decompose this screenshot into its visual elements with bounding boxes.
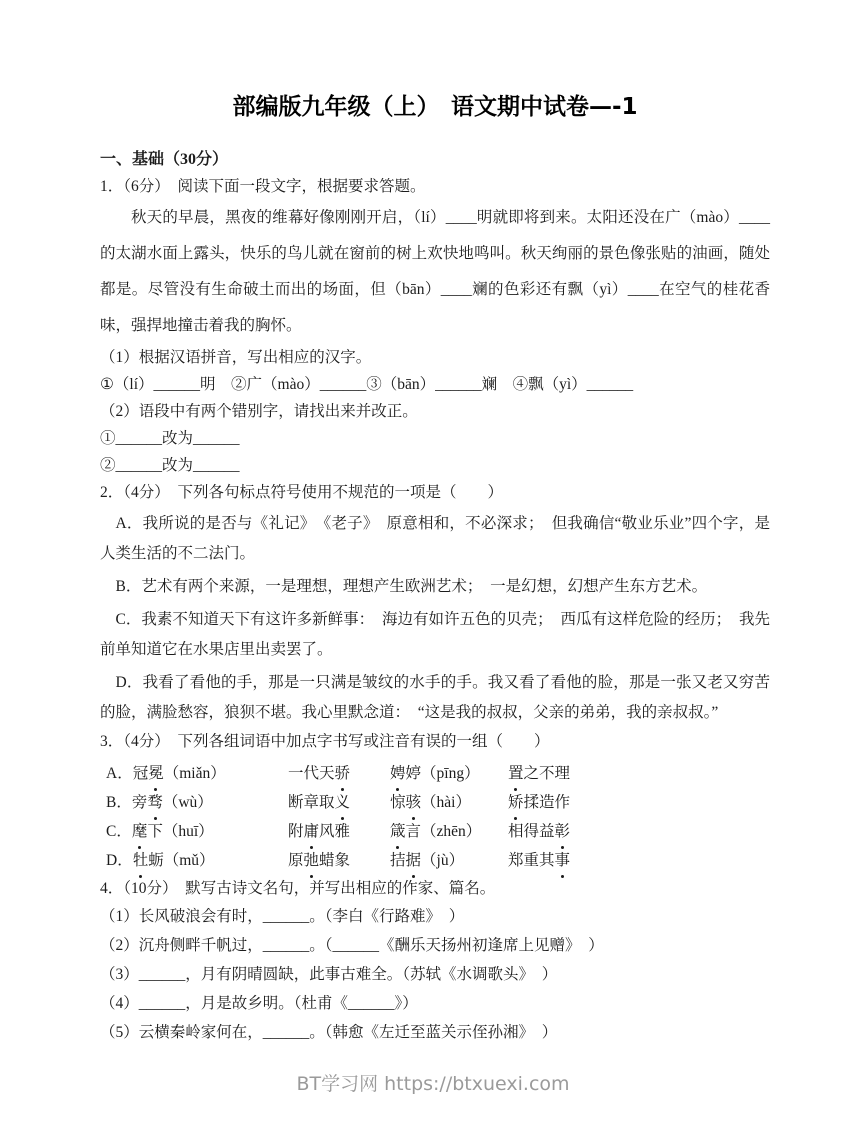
- q3-d-word-2: 原弛蜡象: [288, 846, 390, 875]
- page-title: 部编版九年级（上） 语文期中试卷—-1: [232, 94, 638, 120]
- q3-b-word-2: 断章取义: [288, 788, 390, 817]
- section-heading: 一、基础（30分）: [100, 151, 229, 168]
- q1-sub2: （2）语段中有两个错别字，请找出来并改正。: [100, 403, 418, 420]
- q3-d-word-4: 郑重其事: [508, 846, 770, 875]
- q3-b-word-4: 矫揉造作: [508, 788, 770, 817]
- q2-stem: 2．（4分） 下列各句标点符号使用不规范的一项是（ ）: [100, 484, 504, 501]
- q3-option-c: [100, 817, 770, 846]
- q3-a-word-2: 一代天骄: [288, 759, 390, 788]
- q4-item-4: （4）______，月是故乡明。（杜甫《______》）: [100, 995, 418, 1012]
- q3-option-a: [100, 759, 770, 788]
- q1-sub2-blank1: ①______改为______: [100, 430, 240, 447]
- q1-sub2-blank2: ②______改为______: [100, 457, 240, 474]
- q3-c-word-1: C．麾下（huī）: [106, 817, 288, 846]
- q3-c-word-3: 箴言（zhēn）: [390, 817, 508, 846]
- q3-option-d: [100, 846, 770, 875]
- q3-b-word-1: B．旁骛（wù）: [106, 788, 288, 817]
- q3-d-word-3: 拮据（jù）: [390, 846, 508, 875]
- q3-a-word-4: 置之不理: [508, 759, 770, 788]
- q3-c-word-2: 附庸风雅: [288, 817, 390, 846]
- q2-option-c: C．我素不知道天下有这许多新鲜事： 海边有如许五色的贝壳； 西瓜有这样危险的经历； 我先前单知道它在水果店里出卖罢了。: [100, 611, 770, 658]
- q4-item-5: （5）云横秦岭家何在，______。（韩愈《左迁至蓝关示侄孙湘》 ）: [100, 1024, 558, 1041]
- q3-a-word-1: A．冠冕（miǎn）: [106, 759, 288, 788]
- q2-option-d: D．我看了看他的手，那是一只满是皱纹的水手的手。我又看了看他的脸，那是一张又老又穷苦的脸，满脸愁容，狼狈不堪。我心里默念道： “这是我的叔叔，父亲的弟弟，我的亲叔叔。”: [100, 674, 770, 721]
- q2-option-b: B．艺术有两个来源，一是理想，理想产生欧洲艺术； 一是幻想，幻想产生东方艺术。: [115, 578, 708, 595]
- q1-stem: 1．（6分） 阅读下面一段文字，根据要求答题。: [100, 178, 426, 195]
- q3-c-word-4: 相得益彰: [508, 817, 770, 846]
- q1-sub1-blanks: ①（lí）______明 ②广（mào）______③（bān）______斓 ④飘（yì）______: [100, 376, 634, 393]
- q3-stem: 3．（4分） 下列各组词语中加点字书写或注音有误的一组（ ）: [100, 733, 550, 750]
- q3-options: [100, 759, 770, 875]
- q2-option-a: A．我所说的是否与《礼记》 《老子》 原意相和，不必深求； 但我确信“敬业乐业”四个字，是人类生活的不二法门。: [100, 515, 770, 562]
- q3-a-word-3: 娉婷（pīng）: [390, 759, 508, 788]
- q1-passage: 秋天的早晨，黑夜的维幕好像刚刚开启，（lí）____明就即将到来。太阳还没在广（mào）____的太湖水面上露头，快乐的鸟儿就在窗前的树上欢快地鸣叫。秋天绚丽的景色像张贴的油画，随处都是。尽管没有生命破土而出的场面，但（bān）____斓的色彩还有飘（yì）____在空气的桂花香味，强捍地撞击着我的胸怀。: [100, 209, 770, 334]
- q3-b-word-3: 惊骇（hài）: [390, 788, 508, 817]
- watermark-footer: BT学习网 https://btxuexi.com: [296, 1073, 570, 1095]
- q1-sub1: （1）根据汉语拼音，写出相应的汉字。: [100, 349, 372, 366]
- q4-item-2: （2）沉舟侧畔千帆过，______。（______《酬乐天扬州初逢席上见赠》 ）: [100, 937, 604, 954]
- q3-option-b: [100, 788, 770, 817]
- q4-stem: 4．（10分） 默写古诗文名句，并写出相应的作家、篇名。: [100, 880, 496, 897]
- q4-item-1: （1）长风破浪会有时，______。（李白《行路难》 ）: [100, 908, 465, 925]
- q3-d-word-1: D．牡蛎（mǔ）: [106, 846, 288, 875]
- q4-item-3: （3）______，月有阴晴圆缺，此事古难全。（苏轼《水调歌头》 ）: [100, 966, 558, 983]
